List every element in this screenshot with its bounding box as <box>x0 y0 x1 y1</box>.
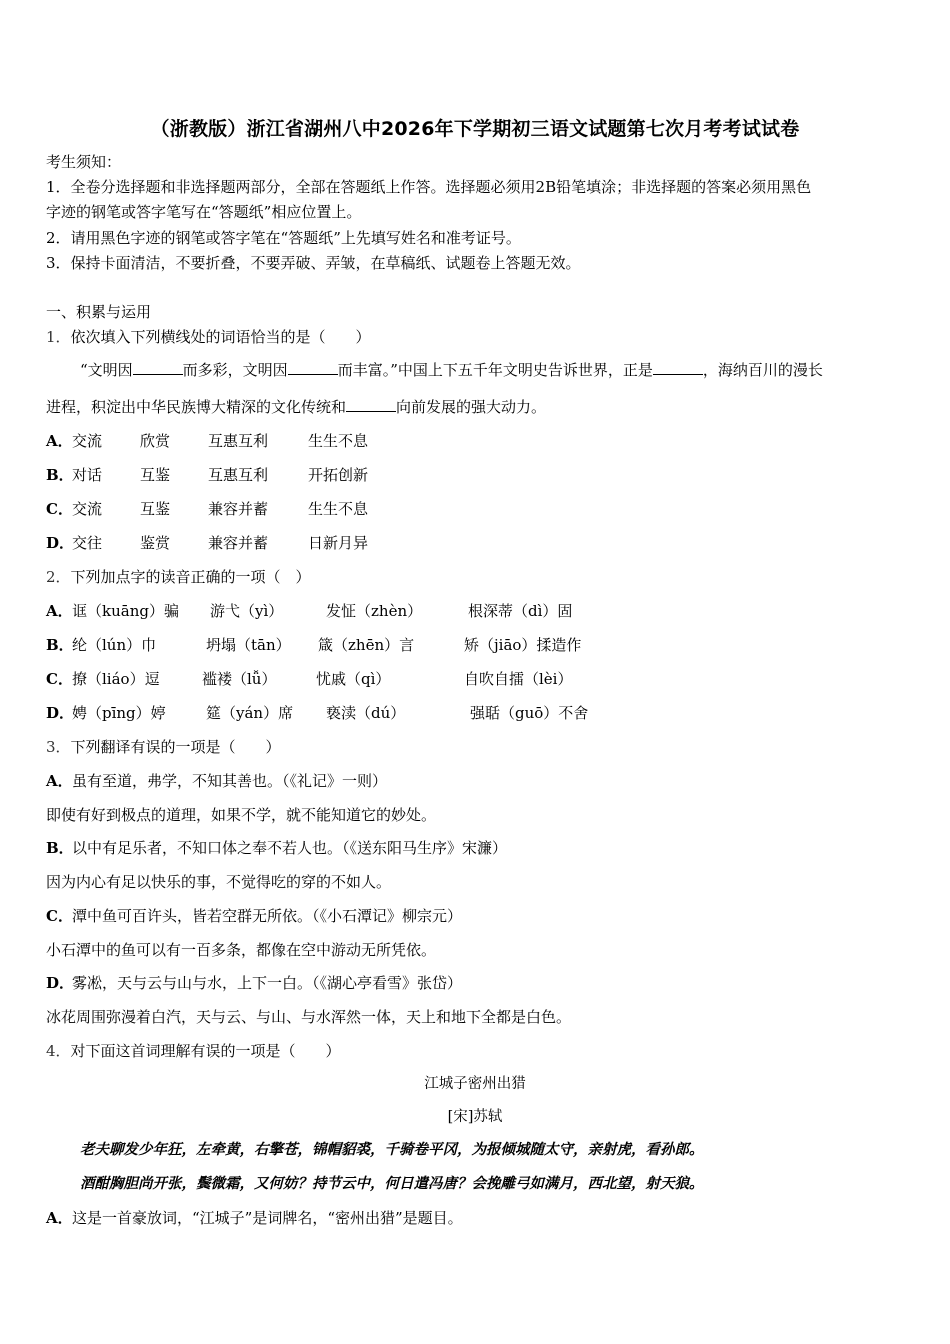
passage-text: “文明因 <box>80 361 133 379</box>
option-choice: 根深蒂（dì）固 <box>468 602 573 620</box>
option-choice: 坍塌（tān） <box>206 636 291 654</box>
option-choice: 兼容并蓄 <box>208 534 269 552</box>
option-label: A． <box>46 772 73 790</box>
option-choice: 游弋（yì） <box>210 602 284 620</box>
question-1-option-c[interactable] <box>46 499 368 519</box>
option-label: D． <box>46 704 75 722</box>
option-choice: 纶（lún）巾 <box>72 636 157 654</box>
option-choice: 开拓创新 <box>308 466 369 484</box>
option-choice: 交流 <box>72 432 103 450</box>
option-choice: 生生不息 <box>308 432 369 450</box>
option-choice: 欣赏 <box>140 432 171 450</box>
option-text: 这是一首豪放词，“江城子”是词牌名，“密州出猎”是题目。 <box>72 1209 463 1227</box>
passage-text: 进程，积淀出中华民族博大精深的文化传统和 <box>46 398 347 416</box>
option-choice: 发怔（zhèn） <box>326 602 423 620</box>
option-label: B． <box>46 636 74 654</box>
question-text: 下列加点字的读音正确的一项（ ） <box>70 568 311 586</box>
question-3-option-a-translation: 即使有好到极点的道理，如果不学，就不能知道它的妙处。 <box>46 806 437 824</box>
option-choice: 生生不息 <box>308 500 369 518</box>
question-3-option-a[interactable] <box>46 771 387 791</box>
question-4-stem <box>46 1041 341 1061</box>
question-text: 依次填入下列横线处的词语恰当的是（ ） <box>70 328 371 346</box>
option-choice: 互惠互利 <box>208 432 269 450</box>
question-4-option-a[interactable] <box>46 1208 463 1228</box>
option-label: C． <box>46 670 73 688</box>
poem-line-2: 酒酣胸胆尚开张，鬓微霜，又何妨？持节云中，何日遣冯唐？会挽雕弓如满月，西北望，射天狼。 <box>80 1175 704 1192</box>
option-text: 以中有足乐者，不知口体之奉不若人也。（《送东阳马生序》宋濂） <box>72 839 508 857</box>
poem-author: [宋]苏轼 <box>447 1109 503 1125</box>
question-3-option-c[interactable] <box>46 906 462 926</box>
fill-blank <box>653 360 703 375</box>
option-choice: 忧戚（qì） <box>316 670 391 688</box>
notice-item-1-line-1: 1．全卷分选择题和非选择题两部分，全部在答题纸上作答。选择题必须用2B铅笔填涂；非选择题的答案必须用黑色 <box>46 178 812 196</box>
option-choice: 互惠互利 <box>208 466 269 484</box>
question-1-passage-line-2 <box>46 397 546 417</box>
question-number: 2． <box>46 568 71 586</box>
question-1-option-b[interactable] <box>46 465 368 485</box>
option-choice: 诓（kuāng）骗 <box>72 602 179 620</box>
option-label: B． <box>46 466 74 484</box>
fill-blank <box>133 360 183 375</box>
page-title: （浙教版）浙江省湖州八中2026年下学期初三语文试题第七次月考考试试卷 <box>150 118 800 140</box>
question-2-option-c[interactable] <box>46 669 572 689</box>
poem-title: 江城子密州出猎 <box>424 1076 526 1092</box>
passage-text: 而多彩，文明因 <box>182 361 288 379</box>
question-number: 1． <box>46 328 71 346</box>
notice-item-2: 2．请用黑色字迹的钢笔或答字笔在“答题纸”上先填写姓名和准考证号。 <box>46 229 521 247</box>
notice-heading: 考生须知： <box>46 153 122 171</box>
notice-item-1-line-2: 字迹的钢笔或答字笔写在“答题纸”相应位置上。 <box>46 203 362 221</box>
passage-text: ，海纳百川的漫长 <box>702 361 823 379</box>
option-label: D． <box>46 534 75 552</box>
question-2-option-b[interactable] <box>46 635 581 655</box>
question-text: 对下面这首词理解有误的一项是（ ） <box>70 1042 341 1060</box>
option-choice: 互鉴 <box>140 466 171 484</box>
question-1-stem <box>46 327 371 347</box>
question-text: 下列翻译有误的一项是（ ） <box>70 738 281 756</box>
option-text: 潭中鱼可百许头，皆若空群无所依。（《小石潭记》柳宗元） <box>72 907 463 925</box>
question-3-option-b[interactable] <box>46 838 507 858</box>
question-3-option-d[interactable] <box>46 973 462 993</box>
option-choice: 箴（zhēn）言 <box>318 636 415 654</box>
question-3-stem <box>46 737 281 757</box>
question-number: 3． <box>46 738 71 756</box>
option-choice: 鉴赏 <box>140 534 171 552</box>
question-1-option-a[interactable] <box>46 431 368 451</box>
option-choice: 筵（yán）席 <box>206 704 294 722</box>
question-2-stem <box>46 567 311 587</box>
passage-text: 而丰富。”中国上下五千年文明史告诉世界，正是 <box>337 361 653 379</box>
option-label: B． <box>46 839 74 857</box>
poem-line-1: 老夫聊发少年狂，左牵黄，右擎苍，锦帽貂裘，千骑卷平冈，为报倾城随太守，亲射虎，看孙郎。 <box>80 1141 704 1158</box>
question-number: 4． <box>46 1042 71 1060</box>
option-label: A． <box>46 432 73 450</box>
option-choice: 互鉴 <box>140 500 171 518</box>
option-choice: 褴褛（lǚ） <box>202 670 277 688</box>
option-choice: 交往 <box>72 534 103 552</box>
option-choice: 对话 <box>72 466 103 484</box>
passage-text: 向前发展的强大动力。 <box>396 398 547 416</box>
question-1-passage-line-1 <box>80 360 823 380</box>
question-2-option-a[interactable] <box>46 601 572 621</box>
question-1-option-d[interactable] <box>46 533 368 553</box>
option-choice: 娉（pīng）婷 <box>72 704 166 722</box>
section-heading: 一、积累与运用 <box>46 303 152 321</box>
question-2-option-d[interactable] <box>46 703 588 723</box>
fill-blank <box>346 397 396 412</box>
option-text: 雾凇，天与云与山与水，上下一白。（《湖心亭看雪》张岱） <box>72 974 463 992</box>
option-choice: 矫（jiāo）揉造作 <box>464 636 582 654</box>
option-text: 虽有至道，弗学，不知其善也。（《礼记》一则） <box>72 772 388 790</box>
question-3-option-d-translation: 冰花周围弥漫着白汽，天与云、与山、与水浑然一体，天上和地下全都是白色。 <box>46 1008 572 1026</box>
option-choice: 撩（liáo）逗 <box>72 670 160 688</box>
option-label: A． <box>46 602 73 620</box>
option-choice: 交流 <box>72 500 103 518</box>
question-3-option-c-translation: 小石潭中的鱼可以有一百多条，都像在空中游动无所凭依。 <box>46 941 437 959</box>
option-label: C． <box>46 500 73 518</box>
option-choice: 强聒（guō）不舍 <box>470 704 589 722</box>
option-label: C． <box>46 907 73 925</box>
option-choice: 兼容并蓄 <box>208 500 269 518</box>
notice-item-3: 3．保持卡面清洁，不要折叠，不要弄破、弄皱，在草稿纸、试题卷上答题无效。 <box>46 254 581 272</box>
option-label: A． <box>46 1209 73 1227</box>
option-label: D． <box>46 974 75 992</box>
option-choice: 日新月异 <box>308 534 369 552</box>
fill-blank <box>288 360 338 375</box>
question-3-option-b-translation: 因为内心有足以快乐的事，不觉得吃的穿的不如人。 <box>46 873 392 891</box>
option-choice: 亵渎（dú） <box>326 704 406 722</box>
option-choice: 自吹自擂（lèi） <box>464 670 573 688</box>
